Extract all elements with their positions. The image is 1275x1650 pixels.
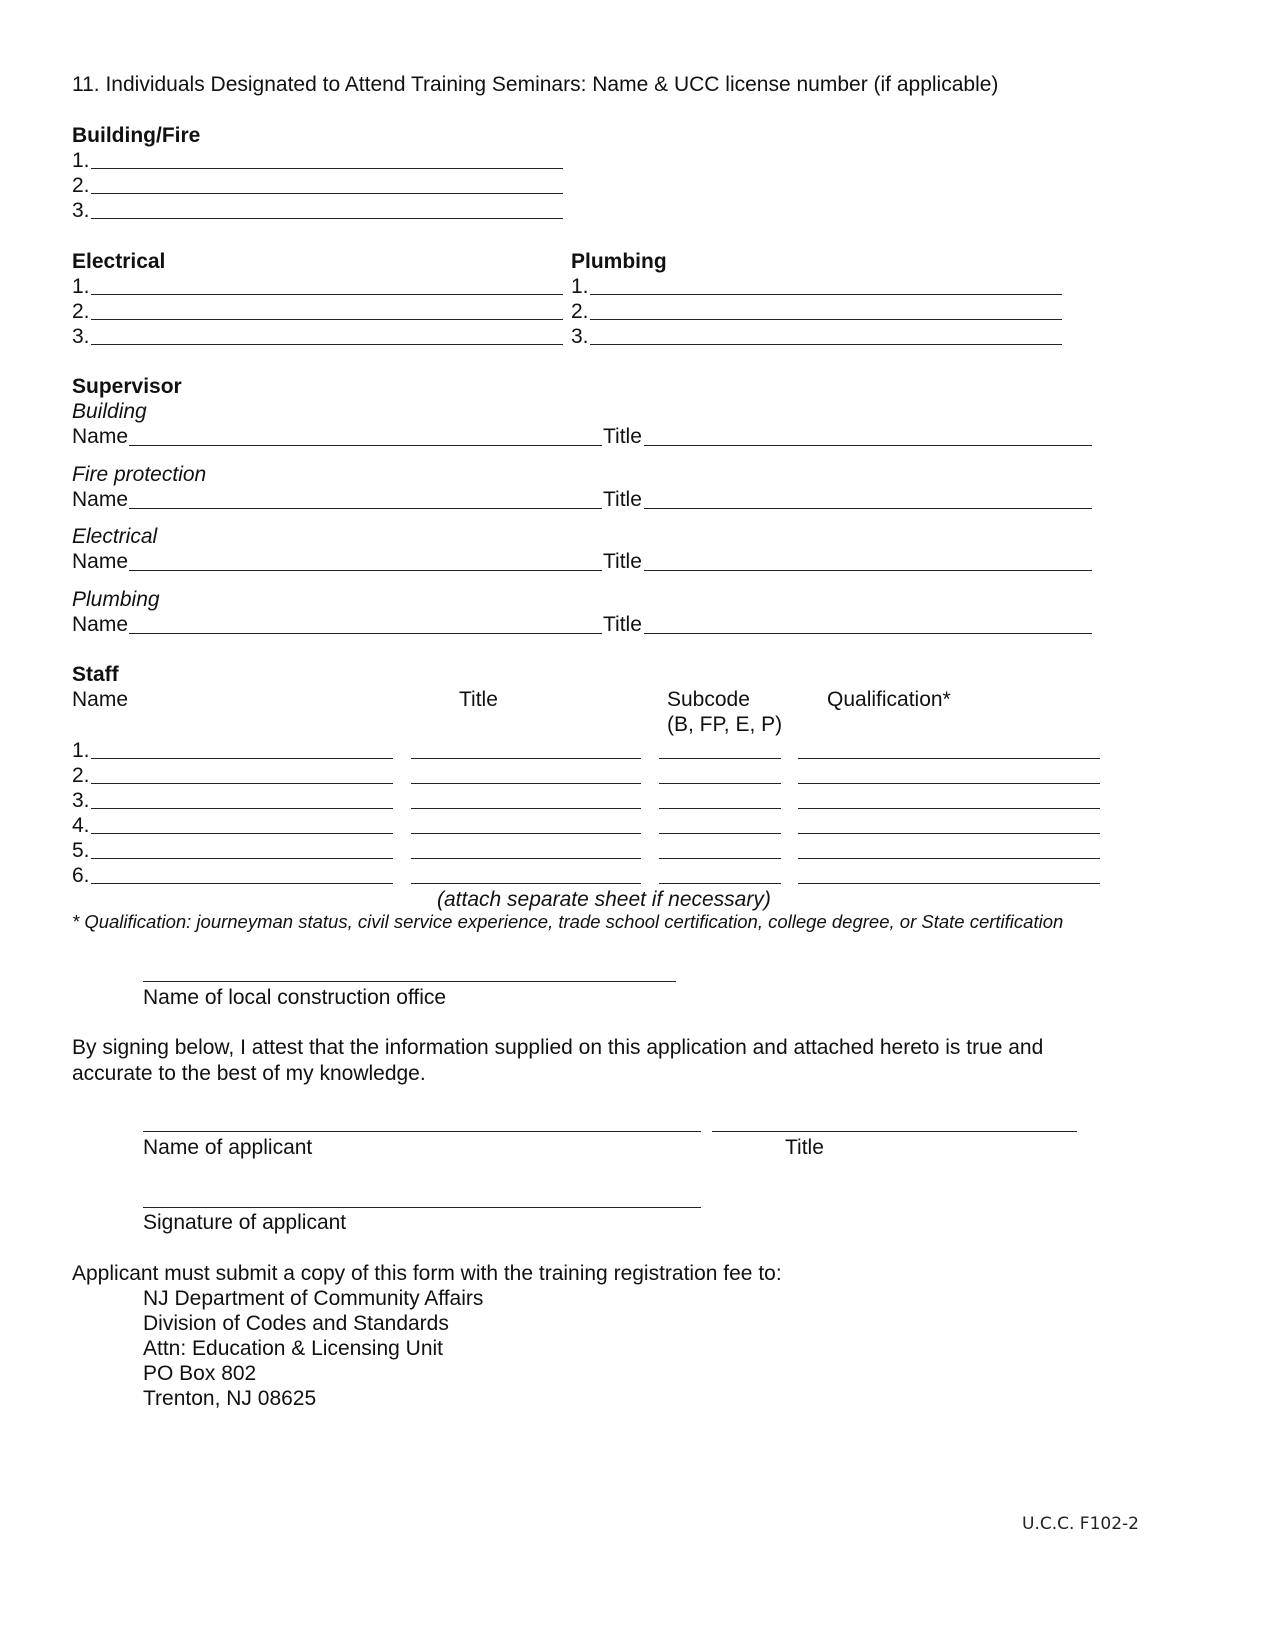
submission-intro: Applicant must submit a copy of this form with the training registration fee to: xyxy=(72,1262,782,1285)
supervisor-electrical-title-field[interactable] xyxy=(644,549,1092,571)
supervisor-group-label: Fire protection xyxy=(72,463,207,486)
column-header-name: Name xyxy=(72,688,129,711)
address-line: NJ Department of Community Affairs xyxy=(143,1287,484,1310)
staff-title-field[interactable] xyxy=(411,862,641,884)
supervisor-fire-title-field[interactable] xyxy=(644,487,1092,509)
name-label: Name xyxy=(72,488,129,511)
supervisor-label: Supervisor xyxy=(72,375,182,398)
column-header-qualification: Qualification* xyxy=(827,688,951,711)
title-label: Title xyxy=(603,550,642,573)
building-fire-field-1[interactable] xyxy=(91,147,563,169)
staff-name-field[interactable] xyxy=(91,737,393,759)
staff-title-field[interactable] xyxy=(411,737,641,759)
staff-name-field[interactable] xyxy=(91,862,393,884)
row-number: 2. xyxy=(72,174,90,197)
staff-qualification-field[interactable] xyxy=(798,762,1100,784)
electrical-label: Electrical xyxy=(72,250,166,273)
supervisor-electrical-name-field[interactable] xyxy=(129,549,602,571)
column-header-title: Title xyxy=(459,688,498,711)
title-label: Title xyxy=(603,425,642,448)
building-fire-field-2[interactable] xyxy=(91,172,563,194)
staff-name-field[interactable] xyxy=(91,762,393,784)
row-number: 3. xyxy=(72,199,90,222)
staff-subcode-field[interactable] xyxy=(659,862,781,884)
electrical-field-3[interactable] xyxy=(91,323,563,345)
row-number: 2. xyxy=(72,300,90,323)
row-number: 2. xyxy=(72,764,90,787)
address-line: Trenton, NJ 08625 xyxy=(143,1387,317,1410)
address-line: PO Box 802 xyxy=(143,1362,257,1385)
applicant-name-label: Name of applicant xyxy=(143,1136,313,1159)
qualification-footnote: * Qualification: journeyman status, civil service experience, trade school certification, college degree, or State certification xyxy=(72,911,1064,932)
column-header-subcode-hint: (B, FP, E, P) xyxy=(667,713,783,736)
attestation-line-2: accurate to the best of my knowledge. xyxy=(72,1062,426,1085)
building-fire-field-3[interactable] xyxy=(91,197,563,219)
supervisor-group-label: Building xyxy=(72,400,147,423)
supervisor-building-name-field[interactable] xyxy=(129,424,602,446)
staff-title-field[interactable] xyxy=(411,762,641,784)
form-id: U.C.C. F102-2 xyxy=(1022,1514,1139,1534)
row-number: 4. xyxy=(72,814,90,837)
staff-qualification-field[interactable] xyxy=(798,812,1100,834)
staff-qualification-field[interactable] xyxy=(798,737,1100,759)
staff-name-field[interactable] xyxy=(91,787,393,809)
row-number: 5. xyxy=(72,839,90,862)
row-number: 1. xyxy=(72,149,90,172)
plumbing-label: Plumbing xyxy=(571,250,667,273)
row-number: 3. xyxy=(72,789,90,812)
row-number: 1. xyxy=(571,275,589,298)
staff-subcode-field[interactable] xyxy=(659,812,781,834)
electrical-field-1[interactable] xyxy=(91,273,563,295)
staff-title-field[interactable] xyxy=(411,787,641,809)
section-heading: 11. Individuals Designated to Attend Training Seminars: Name & UCC license number (if applicable) xyxy=(72,73,999,96)
title-label: Title xyxy=(603,488,642,511)
row-number: 3. xyxy=(571,325,589,348)
supervisor-fire-name-field[interactable] xyxy=(129,487,602,509)
plumbing-field-1[interactable] xyxy=(590,273,1062,295)
applicant-signature-field[interactable] xyxy=(143,1186,701,1208)
staff-qualification-field[interactable] xyxy=(798,787,1100,809)
applicant-signature-label: Signature of applicant xyxy=(143,1211,347,1234)
staff-name-field[interactable] xyxy=(91,812,393,834)
supervisor-plumbing-name-field[interactable] xyxy=(129,612,602,634)
staff-subcode-field[interactable] xyxy=(659,837,781,859)
row-number: 6. xyxy=(72,864,90,887)
staff-title-field[interactable] xyxy=(411,837,641,859)
attestation-line-1: By signing below, I attest that the information supplied on this application and attached hereto is true and xyxy=(72,1036,1044,1059)
row-number: 2. xyxy=(571,300,589,323)
electrical-field-2[interactable] xyxy=(91,298,563,320)
staff-subcode-field[interactable] xyxy=(659,762,781,784)
supervisor-group-label: Plumbing xyxy=(72,588,160,611)
row-number: 3. xyxy=(72,325,90,348)
attach-note: (attach separate sheet if necessary) xyxy=(437,888,771,911)
building-fire-label: Building/Fire xyxy=(72,124,201,147)
plumbing-field-2[interactable] xyxy=(590,298,1062,320)
supervisor-building-title-field[interactable] xyxy=(644,424,1092,446)
applicant-title-label: Title xyxy=(785,1136,824,1159)
staff-name-field[interactable] xyxy=(91,837,393,859)
column-header-subcode: Subcode xyxy=(667,688,750,711)
row-number: 1. xyxy=(72,739,90,762)
supervisor-plumbing-title-field[interactable] xyxy=(644,612,1092,634)
staff-title-field[interactable] xyxy=(411,812,641,834)
row-number: 1. xyxy=(72,275,90,298)
staff-qualification-field[interactable] xyxy=(798,862,1100,884)
title-label: Title xyxy=(603,613,642,636)
plumbing-field-3[interactable] xyxy=(590,323,1062,345)
name-label: Name xyxy=(72,550,129,573)
address-line: Attn: Education & Licensing Unit xyxy=(143,1337,444,1360)
applicant-title-field[interactable] xyxy=(712,1110,1077,1132)
name-label: Name xyxy=(72,425,129,448)
staff-label: Staff xyxy=(72,663,119,686)
address-line: Division of Codes and Standards xyxy=(143,1312,449,1335)
staff-subcode-field[interactable] xyxy=(659,737,781,759)
supervisor-group-label: Electrical xyxy=(72,525,158,548)
local-office-label: Name of local construction office xyxy=(143,986,447,1009)
name-label: Name xyxy=(72,613,129,636)
applicant-name-field[interactable] xyxy=(143,1110,701,1132)
staff-subcode-field[interactable] xyxy=(659,787,781,809)
local-office-field[interactable] xyxy=(143,960,676,982)
staff-qualification-field[interactable] xyxy=(798,837,1100,859)
